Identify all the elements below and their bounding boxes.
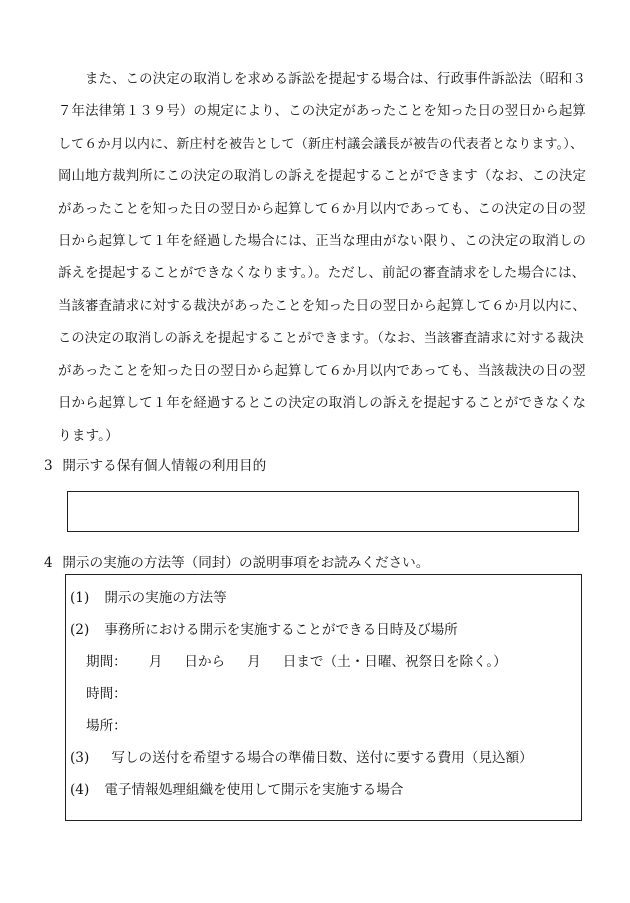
section-title: 開示の実施の方法等（同封）の説明事項をお読みください。 <box>62 555 430 571</box>
section-title: 開示する保有個人情報の利用目的 <box>62 458 267 474</box>
section-4-heading <box>44 553 429 573</box>
method-item-2 <box>70 620 458 640</box>
paragraph-line: ります。） <box>58 428 119 445</box>
usage-purpose-box <box>67 491 579 532</box>
period-row <box>86 652 507 672</box>
method-item-1 <box>70 588 227 608</box>
method-item-3 <box>70 748 533 768</box>
paragraph-line: 訴えを提起することができなくなります。）。ただし、前記の審査請求をした場合には、 <box>58 266 586 282</box>
time-label: 時間： <box>86 686 127 702</box>
period-day-to: 日まで（土・日曜、祝祭日を除く。） <box>282 654 507 670</box>
paragraph-line: があったことを知った日の翌日から起算して６か月以内であっても、この決定の日の翌 <box>58 201 586 217</box>
item-text: 事務所における開示を実施することができる日時及び場所 <box>104 622 458 638</box>
period-label: 期間： <box>86 654 127 670</box>
paragraph-line: この決定の取消しの訴えを提起することができます。（なお、当該審査請求に対する裁決 <box>58 331 584 347</box>
lawsuit-notice-paragraph <box>58 64 588 453</box>
paragraph-line: 岡山地方裁判所にこの決定の取消しの訴えを提起することができます（なお、この決定 <box>58 169 587 185</box>
place-label: 場所： <box>86 718 127 734</box>
paragraph-line: 日から起算して１年を経過するとこの決定の取消しの訴えを提起することができなくな <box>58 395 587 411</box>
section-number: 4 <box>44 555 53 571</box>
item-text: 開示の実施の方法等 <box>104 590 227 606</box>
item-number: (1) <box>70 590 90 606</box>
item-number: (4) <box>70 782 90 798</box>
item-text: 電子情報処理組織を使用して開示を実施する場合 <box>104 782 404 798</box>
paragraph-line: また、この決定の取消しを求める訴訟を提起する場合は、行政事件訴訟法（昭和３ <box>85 72 587 87</box>
item-text: 写しの送付を希望する場合の準備日数、送付に要する費用（見込額） <box>111 750 533 766</box>
period-month-end: 月 <box>247 654 261 670</box>
item-number: (2) <box>70 622 90 638</box>
paragraph-line: 当該審査請求に対する裁決があったことを知った日の翌日から起算して６か月以内に、 <box>58 298 586 314</box>
paragraph-line: ７年法律第１３９号）の規定により、この決定があったことを知った日の翌日から起算 <box>58 104 586 120</box>
paragraph-line: して６か月以内に、新庄村を被告として（新庄村議会議長が被告の代表者となります。）、 <box>58 136 584 152</box>
method-item-4 <box>70 780 403 800</box>
period-month-start: 月 <box>148 654 163 670</box>
item-number: (3) <box>70 750 90 766</box>
section-number: 3 <box>44 458 53 474</box>
place-row <box>86 716 127 736</box>
paragraph-line: があったことを知った日の翌日から起算して６か月以内であっても、当該裁決の日の翌 <box>58 363 586 379</box>
time-row <box>86 684 127 704</box>
period-day-from: 日から <box>184 654 226 670</box>
paragraph-line: 日から起算して１年を経過した場合には、正当な理由がない限り、この決定の取消しの <box>58 233 587 249</box>
section-3-heading <box>44 456 266 476</box>
